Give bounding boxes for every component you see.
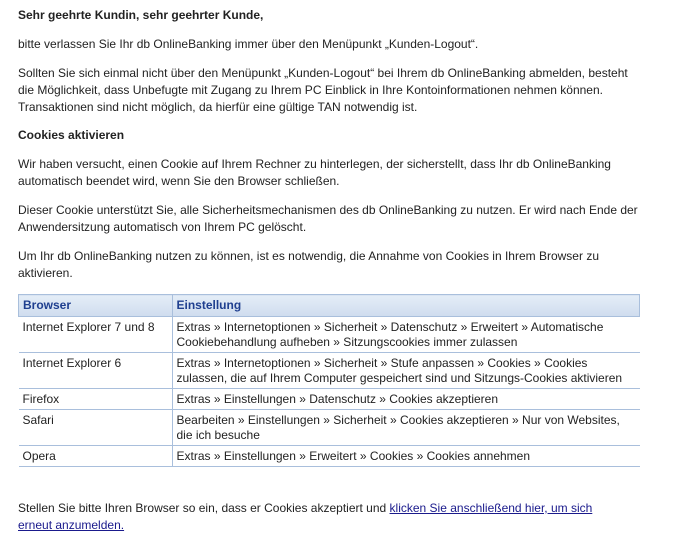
browser-setting-path: Extras » Internetoptionen » Sicherheit » Stufe anpassen » Cookies » Cookies zulassen, die auf Ihrem Computer gespeichert sind und Sitzungs-Cookies aktivieren bbox=[172, 353, 640, 389]
closing-paragraph bbox=[18, 500, 628, 534]
relogin-link[interactable]: klicken Sie anschließend hier, um sich erneut anzumelden. bbox=[18, 501, 593, 532]
table-row bbox=[19, 353, 640, 389]
browser-name: Opera bbox=[19, 446, 173, 467]
paragraph-cookie-required: Um Ihr db OnlineBanking nutzen zu können, ist es notwendig, die Annahme von Cookies in Ihrem Browser zu aktivieren. bbox=[18, 249, 599, 280]
header-setting: Einstellung bbox=[172, 295, 640, 317]
table-row bbox=[19, 446, 640, 467]
paragraph-cookie-attempt: Wir haben versucht, einen Cookie auf Ihrem Rechner zu hinterlegen, der sicherstellt, dass Ihr db OnlineBanking automatisch beendet wird, wenn Sie den Browser schließen. bbox=[18, 157, 611, 188]
browser-setting-path: Extras » Einstellungen » Datenschutz » Cookies akzeptieren bbox=[172, 389, 640, 410]
cookies-heading: Cookies aktivieren bbox=[18, 128, 125, 142]
table-row bbox=[19, 410, 640, 446]
table-row bbox=[19, 389, 640, 410]
paragraph-warning: Sollten Sie sich einmal nicht über den Menüpunkt „Kunden-Logout“ bei Ihrem db OnlineBanking abmelden, besteht die Möglichkeit, dass Unbefugte mit Zugang zu Ihrem PC Einblick in Ihre Kontoinformationen nehmen können. Transaktionen sind nicht möglich, da hierfür eine gültige TAN notwendig ist. bbox=[18, 66, 628, 114]
closing-text: Stellen Sie bitte Ihren Browser so ein, dass er Cookies akzeptiert und bbox=[18, 501, 390, 515]
greeting: Sehr geehrte Kundin, sehr geehrter Kunde, bbox=[18, 8, 264, 22]
paragraph-cookie-support: Dieser Cookie unterstützt Sie, alle Sicherheitsmechanismen des db OnlineBanking zu nutzen. Er wird nach Ende der Anwendersitzung automatisch von Ihrem PC gelöscht. bbox=[18, 203, 638, 234]
browser-name: Internet Explorer 7 und 8 bbox=[19, 317, 173, 353]
browser-setting-path: Bearbeiten » Einstellungen » Sicherheit » Cookies akzeptieren » Nur von Websites, die ich besuche bbox=[172, 410, 640, 446]
browser-settings-table bbox=[18, 294, 640, 467]
browser-name: Internet Explorer 6 bbox=[19, 353, 173, 389]
browser-name: Safari bbox=[19, 410, 173, 446]
browser-name: Firefox bbox=[19, 389, 173, 410]
table-row bbox=[19, 317, 640, 353]
header-browser: Browser bbox=[19, 295, 173, 317]
browser-setting-path: Extras » Einstellungen » Erweitert » Cookies » Cookies annehmen bbox=[172, 446, 640, 467]
browser-setting-path: Extras » Internetoptionen » Sicherheit » Datenschutz » Erweitert » Automatische Cookiebehandlung aufheben » Sitzungscookies immer zulassen bbox=[172, 317, 640, 353]
paragraph-logout: bitte verlassen Sie Ihr db OnlineBanking immer über den Menüpunkt „Kunden-Logout“. bbox=[18, 37, 479, 51]
table-header-row bbox=[19, 295, 640, 317]
